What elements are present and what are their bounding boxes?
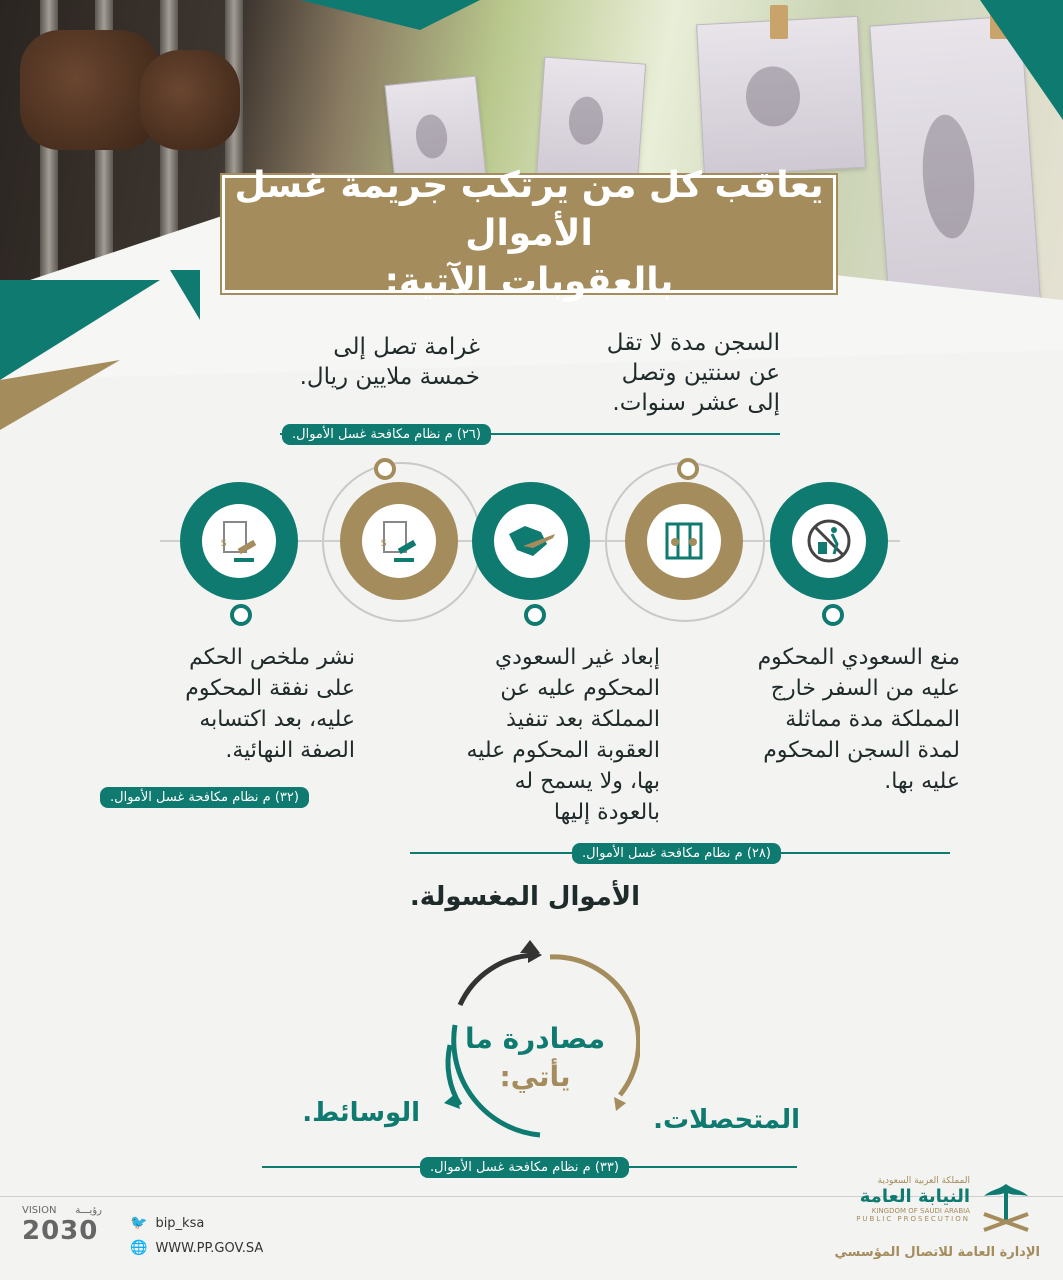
department-name: الإدارة العامة للاتصال المؤسسي: [834, 1245, 1040, 1260]
palm-swords-logo: [972, 1176, 1040, 1238]
twitter-link[interactable]: 🐦 bip_ksa: [130, 1215, 205, 1231]
instruments-label: الوسائط.: [302, 1098, 420, 1128]
svg-text:$: $: [380, 538, 387, 549]
prison-circle: [625, 482, 743, 600]
svg-text:$: $: [220, 538, 227, 549]
headline-box: [222, 165, 836, 302]
connector-dot: [677, 458, 699, 480]
fine-text: غرامة تصل إلى خمسة ملايين ريال.: [299, 334, 480, 390]
connector-dot: [374, 458, 396, 480]
ref-badge-33: (٣٣) م نظام مكافحة غسل الأموال.: [420, 1157, 629, 1178]
deport-circle: [472, 482, 590, 600]
confiscation-center: مصادرة ما يأتي:: [464, 1022, 606, 1093]
vision-2030-logo: VISION رؤيـــة 2030: [22, 1205, 102, 1246]
ref-badge-26: (٢٦) م نظام مكافحة غسل الأموال.: [282, 424, 491, 445]
deport-text: إبعاد غير السعودي المحكوم عليه عن المملكة بعد تنفيذ العقوبة المحكوم عليه بها، ولا يسمح له بالعودة إليها: [466, 645, 660, 825]
airplane-map-icon: [494, 504, 568, 578]
no-travel-icon: [792, 504, 866, 578]
no-travel-circle: [770, 482, 888, 600]
court-document-icon: [362, 504, 436, 578]
publish-text: نشر ملخص الحكم على نفقة المحكوم عليه، بعد اكتسابه الصفة النهائية.: [185, 645, 355, 763]
website-link[interactable]: 🌐 WWW.PP.GOV.SA: [130, 1240, 264, 1256]
connector-dot: [822, 604, 844, 626]
proceeds-label: المتحصلات.: [653, 1105, 800, 1135]
headline-line-2: بالعقوبات الآتية:: [384, 261, 674, 302]
globe-icon: 🌐: [130, 1240, 148, 1256]
travel-ban-text: منع السعودي المحكوم عليه من السفر خارج المملكة مدة مماثلة لمدة السجن المحكوم عليه بها.: [757, 645, 960, 794]
ref-badge-32: (٣٢) م نظام مكافحة غسل الأموال.: [100, 787, 309, 808]
twitter-icon: 🐦: [130, 1215, 148, 1231]
connector-dot: [230, 604, 252, 626]
court-document-icon: [202, 504, 276, 578]
connector-dot: [524, 604, 546, 626]
prison-text: السجن مدة لا تقل عن سنتين وتصل إلى عشر سنوات.: [606, 330, 780, 416]
laundered-money-label: الأموال المغسولة.: [409, 882, 641, 912]
ref-badge-28: (٢٨) م نظام مكافحة غسل الأموال.: [572, 843, 781, 864]
publish-circle: [180, 482, 298, 600]
headline-line-1: يعاقب كل من يرتكب جريمة غسل الأموال: [234, 165, 824, 254]
org-name: المملكة العربية السعودية النيابة العامة KINGDOM OF SAUDI ARABIA PUBLIC PROSECUTION: [856, 1176, 970, 1223]
prison-bars-icon: [647, 504, 721, 578]
fine-circle: [340, 482, 458, 600]
